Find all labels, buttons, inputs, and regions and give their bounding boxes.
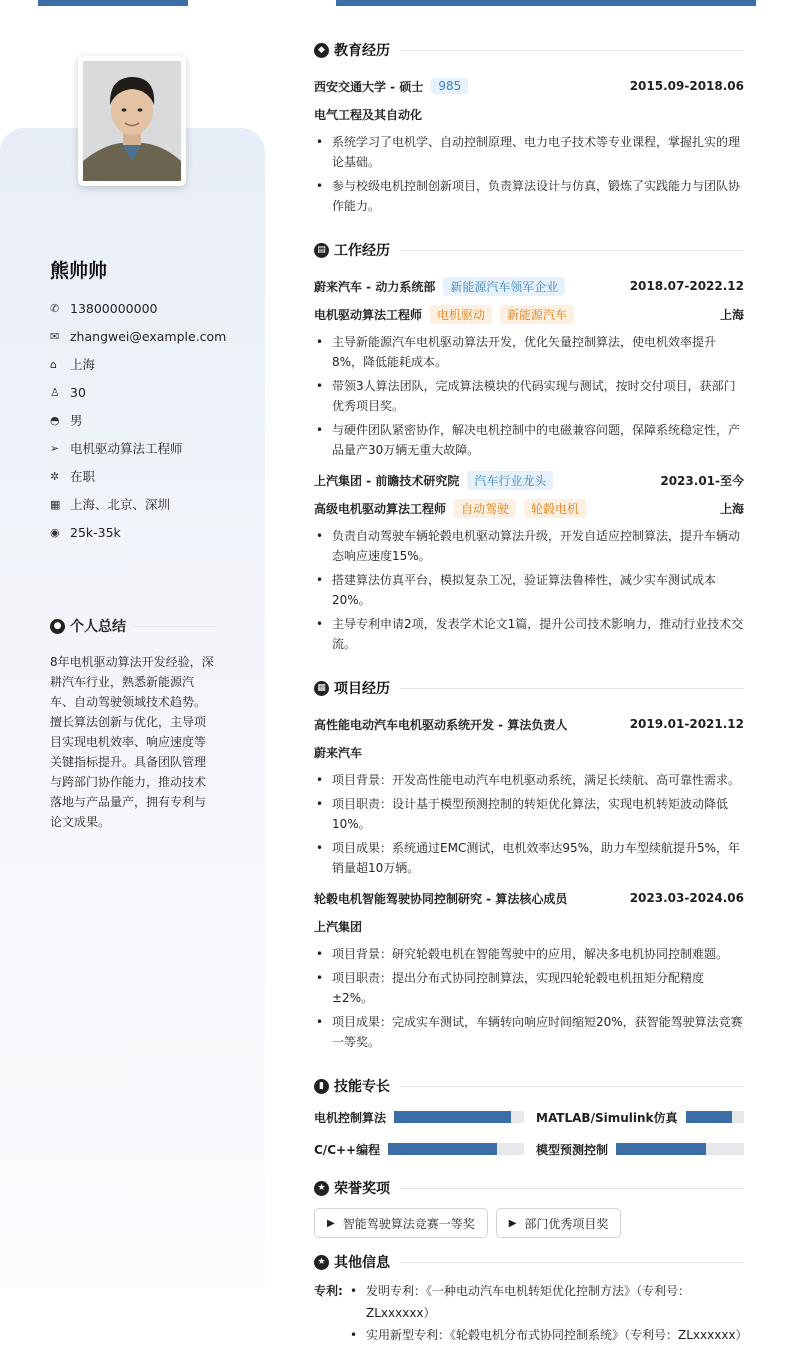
skill-bar [394,1111,524,1123]
contact-location [50,350,226,378]
project-date: 2023.03-2024.06 [629,891,744,905]
contact-email [50,322,226,350]
project-org: 上汽集团 [314,919,363,934]
list-item: • 系统学习了电机学、自动控制原理、电力电子技术等专业课程，掌握扎实的理论基础。 [314,132,744,172]
age-icon: ♙ [50,385,60,399]
skill-bar-fill [686,1111,733,1123]
graduation-cap-icon: ◆ [314,43,329,58]
top-accent-bar-left [38,0,188,6]
major-row [314,100,744,128]
status-icon: ✲ [50,469,60,483]
contact-position [50,434,226,462]
skill-item [314,1106,524,1128]
project-date: 2019.01-2021.12 [629,717,744,731]
skill-name: 模型预测控制 [536,1142,609,1157]
skill-name: C/C++编程 [314,1142,381,1157]
role-tag: 电机驱动 [430,305,492,324]
award-chip [496,1208,622,1238]
company-name: 上汽集团 - 前瞻技术研究院 [314,473,460,488]
company-name: 蔚来汽车 - 动力系统部 [314,279,436,294]
project-org: 蔚来汽车 [314,745,363,760]
summary-text: 8年电机驱动算法开发经验，深耕汽车行业，熟悉新能源汽车、自动驾驶领域技术趋势。擅长算法创新与优化，主导项目实现电机效率、响应速度等关键指标提升。具备团队管理与跨部门协作能力，推动技术落地与产品量产，拥有专利与论文成果。 [50,655,214,829]
avatar-photo [78,56,186,186]
contact-status [50,462,226,490]
projects-heading [314,676,744,700]
divider [400,1188,744,1189]
salary-icon: ◉ [50,525,60,539]
job-date: 2023.01-至今 [660,473,744,488]
contact-salary [50,518,226,546]
list-item: • 带领3人算法团队，完成算法模块的代码实现与测试，按时交付项目，获部门优秀项目奖。 [314,376,744,416]
award-chip [314,1208,488,1238]
phone-text: 13800000000 [70,300,158,316]
other-title: 其他信息 [334,1255,390,1271]
company-tag: 新能源汽车领军企业 [443,277,565,296]
project-bullets [314,770,744,878]
skill-bar [616,1143,744,1155]
list-item: • 与硬件团队紧密协作，解决电机控制中的电磁兼容问题，保障系统稳定性，产品量产30万辆无重大故障。 [314,420,744,460]
work-title: 工作经历 [334,243,390,259]
list-item: • 主导专利申请2项，发表学术论文1篇，提升公司技术影响力，推动行业技术交流。 [314,614,744,654]
skill-bar [686,1111,745,1123]
send-icon: ➢ [50,441,60,455]
skills-grid [314,1106,744,1160]
other-heading [314,1250,744,1274]
skill-name: 电机控制算法 [314,1110,387,1125]
job-role-row [314,300,744,328]
list-item: • 项目背景：开发高性能电动汽车电机驱动系统，满足长续航、高可靠性需求。 [314,770,744,790]
divider [400,50,744,51]
awards-list [314,1208,744,1238]
contact-gender [50,406,226,434]
project-org-row [314,738,744,766]
position-text: 电机驱动算法工程师 [70,441,183,456]
school-tag: 985 [431,78,468,94]
list-item: • 实用新型专利：《轮毂电机分布式协同控制系统》（专利号：ZLxxxxxx） [348,1324,744,1346]
cities-text: 上海、北京、深圳 [70,497,171,512]
list-item: • 发明专利：《一种电动汽车电机转矩优化控制方法》（专利号：ZLxxxxxx） [348,1280,744,1324]
salary-text: 25k-35k [70,524,121,540]
grid-icon: ▦ [314,681,329,696]
skill-bar-fill [394,1111,511,1123]
project-header [314,710,744,738]
job-bullets [314,526,744,654]
info-icon: ★ [314,1255,329,1270]
summary-heading [50,616,216,636]
contact-phone [50,294,226,322]
project-name: 轮毂电机智能驾驶协同控制研究 - 算法核心成员 [314,891,568,906]
role-tag: 自动驾驶 [454,499,516,518]
play-icon: ▶ [508,1217,517,1229]
skills-title: 技能专长 [334,1079,390,1095]
job-header [314,466,744,494]
phone-icon: ✆ [50,301,60,315]
skill-name: MATLAB/Simulink仿真 [536,1110,678,1125]
avatar [83,61,181,181]
bar-chart-icon: ▮ [314,1079,329,1094]
education-row [314,72,744,100]
education-bullets [314,132,744,216]
patents-label: 专利: [314,1284,343,1298]
play-icon: ▶ [327,1217,335,1229]
list-item: • 搭建算法仿真平台，模拟复杂工况，验证算法鲁棒性，减少实车测试成本20%。 [314,570,744,610]
list-item: • 项目背景：研究轮毂电机在智能驾驶中的应用，解决多电机协同控制难题。 [314,944,744,964]
divider [400,688,744,689]
awards-heading [314,1176,744,1200]
list-item: • 负责自动驾驶车辆轮毂电机驱动算法升级，开发自适应控制算法，提升车辆动态响应速度15%。 [314,526,744,566]
job-bullets [314,332,744,460]
list-item: • 项目职责：提出分布式协同控制算法，实现四轮轮毂电机扭矩分配精度±2%。 [314,968,744,1008]
education-date: 2015.09-2018.06 [629,79,744,93]
gender-icon: ◓ [50,413,60,427]
building-icon: ▦ [50,497,61,511]
main-content [314,38,748,1346]
skill-item [536,1106,744,1128]
skill-item [314,1138,524,1160]
list-item: • 项目职责：设计基于模型预测控制的转矩优化算法，实现电机转矩波动降低10%。 [314,794,744,834]
contact-list [50,294,226,546]
job-role: 高级电机驱动算法工程师 [314,501,447,516]
role-tag: 轮毂电机 [524,499,586,518]
list-item: • 参与校级电机控制创新项目，负责算法设计与仿真，锻炼了实践能力与团队协作能力。 [314,176,744,216]
education-heading [314,38,744,62]
award-icon: ★ [314,1181,329,1196]
skill-bar-fill [388,1143,497,1155]
company-tag: 汽车行业龙头 [467,471,553,490]
divider [400,1262,744,1263]
job-role-row [314,494,744,522]
list-item: • 主导新能源汽车电机驱动算法开发，优化矢量控制算法，使电机效率提升8%，降低能耗成本。 [314,332,744,372]
job-city: 上海 [719,307,744,322]
awards-title: 荣誉奖项 [334,1181,390,1197]
skill-item [536,1138,744,1160]
job-city: 上海 [719,501,744,516]
job-header [314,272,744,300]
gender-text: 男 [70,413,83,428]
home-icon: ⌂ [50,357,57,371]
major: 电气工程及其自动化 [314,107,423,122]
projects-title: 项目经历 [334,681,390,697]
role-tag: 新能源汽车 [500,305,574,324]
project-name: 高性能电动汽车电机驱动系统开发 - 算法负责人 [314,717,568,732]
work-heading [314,238,744,262]
email-text: zhangwei@example.com [70,328,227,344]
patents [314,1280,748,1346]
award-label: 部门优秀项目奖 [524,1216,609,1231]
award-label: 智能驾驶算法竞赛一等奖 [342,1216,475,1231]
school-name: 西安交通大学 - 硕士 [314,79,424,94]
list-item: • 项目成果：系统通过EMC测试，电机效率达95%，助力车型续航提升5%，年销量超10万辆。 [314,838,744,878]
mail-icon: ✉ [50,329,60,343]
user-icon: ● [50,619,65,634]
skills-heading [314,1074,744,1098]
education-title: 教育经历 [334,43,390,59]
project-header [314,884,744,912]
status-text: 在职 [70,469,96,484]
list-item: • 项目成果：完成实车测试，车辆转向响应时间缩短20%，获智能驾驶算法竞赛一等奖。 [314,1012,744,1052]
divider [400,1086,744,1087]
job-date: 2018.07-2022.12 [629,279,744,293]
divider [134,626,216,627]
divider [400,250,744,251]
skill-bar-fill [616,1143,706,1155]
location-text: 上海 [70,357,96,372]
top-accent-bar-right [336,0,756,6]
contact-age [50,378,226,406]
contact-cities [50,490,226,518]
skill-bar [388,1143,524,1155]
summary-title: 个人总结 [70,619,126,635]
project-org-row [314,912,744,940]
patent-list [348,1280,748,1346]
project-bullets [314,944,744,1052]
briefcase-icon: ▤ [314,243,329,258]
candidate-name: 熊帅帅 [50,260,108,282]
job-role: 电机驱动算法工程师 [314,307,423,322]
age-text: 30 [70,384,86,400]
